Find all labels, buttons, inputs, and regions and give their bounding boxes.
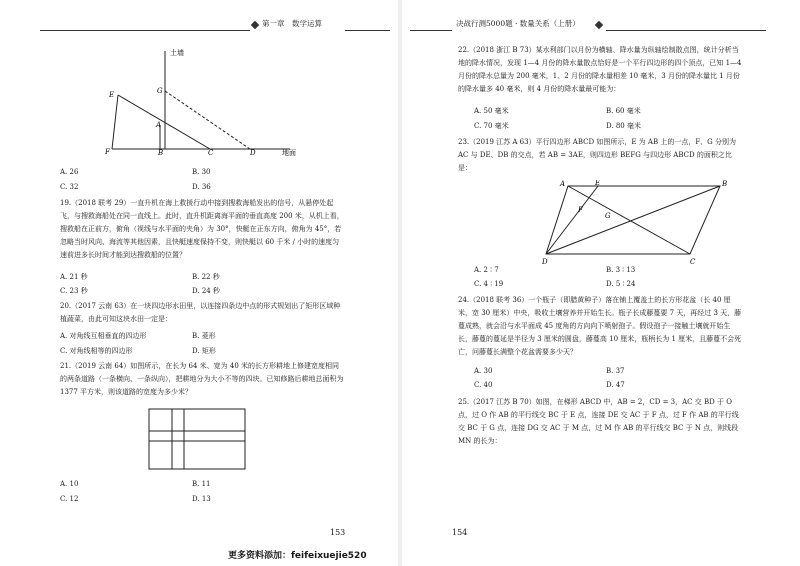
header-title-right: 决战行测5000题 · 数量关系（上册） <box>456 19 580 28</box>
fig1-point-D: D <box>250 149 256 157</box>
q21-option-c: C. 12 <box>60 495 79 503</box>
header-diamond <box>251 21 259 29</box>
header-rule-right <box>606 30 766 31</box>
q20-option-d: D. 矩形 <box>192 347 216 355</box>
q18-option-b: B. 30 <box>192 168 211 176</box>
right-page <box>400 0 800 566</box>
fig3-point-D: D <box>542 258 548 266</box>
header-rule-right-start <box>410 30 452 31</box>
field-rect <box>149 409 245 469</box>
road-horizontal <box>149 431 245 441</box>
q22-option-d: D. 80 毫米 <box>606 122 641 130</box>
footer-contact: 更多资料添加：feifeixuejie520 <box>228 551 367 561</box>
fig1-point-E: E <box>109 91 115 99</box>
header-rule-left-end <box>345 30 390 31</box>
q21-option-b: B. 11 <box>192 480 211 488</box>
q19-option-c: C. 23 秒 <box>60 287 88 295</box>
q19-option-d: D. 24 秒 <box>192 287 220 295</box>
fig1-x-label: 地面 <box>282 149 296 157</box>
fig1-point-C: C <box>208 149 214 157</box>
fig3-point-C: C <box>690 258 696 266</box>
page-number-left: 153 <box>330 528 346 537</box>
segment-GD <box>165 91 250 149</box>
fig1-y-label: 土墙 <box>170 49 184 57</box>
fig3-point-A: A <box>560 180 566 188</box>
header-title-left: 第一章 数学运算 <box>262 19 322 28</box>
figure-wall-ladder <box>60 45 390 163</box>
fig3-point-F: F <box>578 206 583 214</box>
q22-option-b: B. 60 毫米 <box>606 107 641 115</box>
q20-text: 20.（2017 云南 63）在一块四边形水田里，以连接四条边中点的形式规划出了矩形区域种植蔬菜，由此可知这块水田一定是： <box>60 302 341 323</box>
q20-option-a: A. 对角线互相垂直的四边形 <box>60 332 147 340</box>
q21-text: 21.（2019 云南 64）如图所示，在长为 64 米、宽为 40 米的长方形耕地上修建宽度相同的两条道路（一条横向、一条纵向），把耕地分为大小不等的四块。已知修路后耕地总面积为 1377 平方米，则该道路的宽度为多少米？ <box>60 362 344 396</box>
q22-text: 22.（2018 浙江 B 73）某水利部门以月份为横轴、降水量为纵轴绘制散点图，统计分析当地的降水情况，发现 1—4 月份的降水量散点恰好是一个平行四边形的四个顶点，已知 1—4 月份的降水总量为 200 毫米，1、2 月份的降水量相差 10 毫米，3 月份的降水量比 1 月份的降水量多 40 毫米，则 4 月份的降水量最可能为： <box>458 46 742 93</box>
q25-text: 25.（2017 江苏 B 70）如图，在梯形 ABCD 中，AB = 2，CD = 3，AC 交 BD 于 O 点，过 O 作 AB 的平行线交 BC 于 E 点，连接 DE 交 AC 于 F 点，过 F 作 AB 的平行线交 BC 于 G 点，连接 DG 交 AC 于 M 点，过 M 作 AB 的平行线交 BC 于 N 点，则线段 MN 的长为： <box>458 398 739 445</box>
q22-option-c: C. 70 毫米 <box>474 122 509 130</box>
segment-EC <box>118 95 210 149</box>
header-diamond-right <box>595 21 603 29</box>
q18-option-d: D. 36 <box>192 183 211 191</box>
q24-text: 24.（2018 联考 36）一个瓶子（即腊黄种子）落在铺上覆盖土的长方形花盆（长 40 厘米，宽 30 厘米）中央，吸收土壤营养并开始生长。瓶子长成藤蔓要 7 天，再经过 3 天，藤蔓成熟，就会沿与水平面成 45 度角的方向向下喷射孢子。假设孢子一接触土壤就开始生长，藤蔓的蔓延是半径为 3 厘米的圆盘，藤蔓高 10 厘米，瓶柄长为 1 厘米，且藤蔓不会死亡，问藤蔓长满整个花盆需要多少天？ <box>458 296 742 356</box>
q20-option-b: B. 菱形 <box>192 332 216 340</box>
fig1-point-G: G <box>157 87 163 95</box>
diagonal-AC <box>568 186 690 254</box>
fig3-point-E: E <box>595 180 601 187</box>
header-rule-left <box>40 30 250 31</box>
road-vertical <box>172 409 184 469</box>
q24-option-c: C. 40 <box>474 381 493 389</box>
segment-FE <box>112 95 118 149</box>
figure-parallelogram <box>540 180 740 268</box>
q23-text: 23.（2019 江苏 A 63）平行四边形 ABCD 如图所示，E 为 AB 上的一点，F、G 分别为 AC 与 DE、DB 的交点，若 AB = 3AE，则四边形 BEFG 与四边形 ABCD 的面积之比是： <box>458 138 736 172</box>
q19-text: 19.（2018 联考 29）一直升机在海上救援行动中接到搜救海船发出的信号，从悬停处起飞，与搜救海船处在同一直线上。此时，直升机距离海平面的垂直高度 200 米，从机上看，搜救船在正前方，俯角（视线与水平面的夹角）为 30°，快艇在正东方向，俯角为 45°，若忽略当时风向、海流等其他因素，且快艇速度保持不变，则快艇以 60 千米 / 小时的速度匀速前进多长时间才能到达搜救船的位置？ <box>60 199 344 259</box>
fig1-point-A: A <box>156 121 162 129</box>
figure-field-roads <box>148 408 248 472</box>
q22-option-a: A. 50 毫米 <box>474 107 509 115</box>
q23-option-b: B. 3 ∶ 13 <box>606 266 636 274</box>
q24-option-b: B. 37 <box>606 367 625 375</box>
q23-option-c: C. 4 ∶ 19 <box>474 280 504 288</box>
q18-option-a: A. 26 <box>60 168 79 176</box>
fig1-point-B: B <box>158 149 164 157</box>
q19-option-b: B. 22 秒 <box>192 273 220 281</box>
q23-option-d: D. 5 ∶ 24 <box>606 280 636 288</box>
q23-option-a: A. 2 ∶ 7 <box>474 266 499 274</box>
fig1-point-F: F <box>105 148 110 156</box>
q18-option-c: C. 32 <box>60 183 79 191</box>
q24-option-a: A. 30 <box>474 367 493 375</box>
q24-option-d: D. 47 <box>606 381 625 389</box>
q20-option-c: C. 对角线相等的四边形 <box>60 347 133 355</box>
q19-option-a: A. 21 秒 <box>60 273 88 281</box>
page-number-right: 154 <box>452 528 468 537</box>
fig3-point-G: G <box>605 212 611 220</box>
q21-option-d: D. 13 <box>192 495 211 503</box>
q21-option-a: A. 10 <box>60 480 79 488</box>
fig3-point-B: B <box>722 180 728 188</box>
